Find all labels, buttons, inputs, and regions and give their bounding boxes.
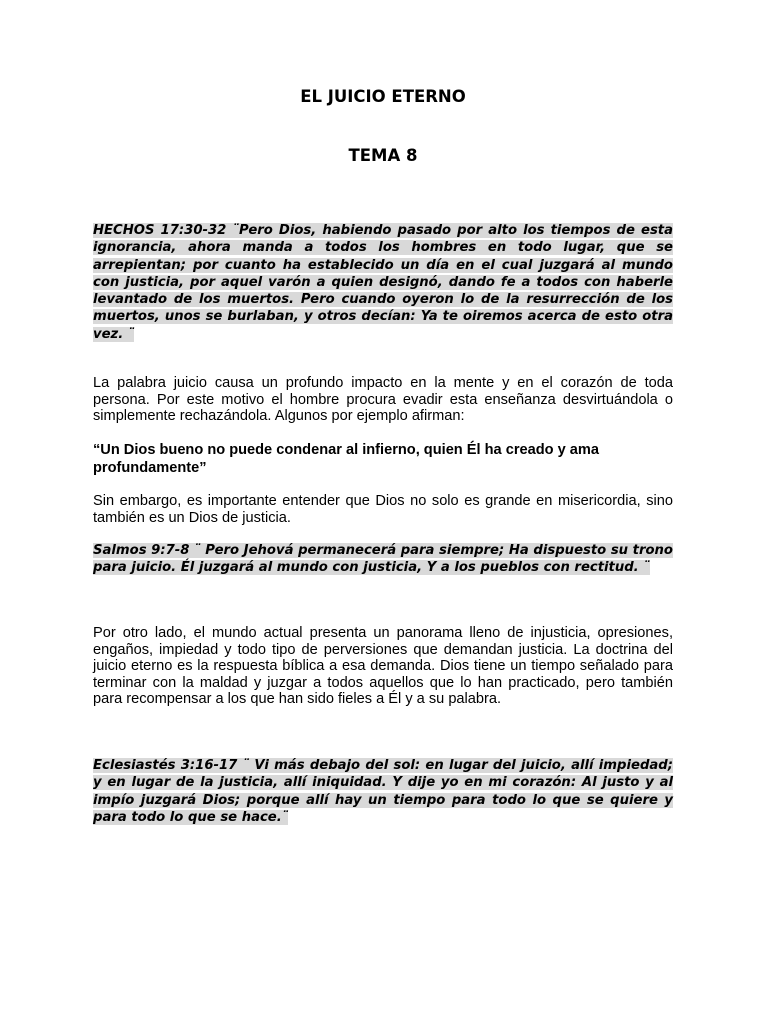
paragraph-world: Por otro lado, el mundo actual presenta un panorama lleno de injusticia, opresiones, engaños, impiedad y todo tipo de perversiones que demandan justicia. La doctrina del juicio eterno es la respuesta bíblica a esa demanda. Dios tiene un tiempo señalado para terminar con la maldad y juzgar a todos aquellos que lo han practicado, pero también para recompensar a los que han sido fieles a Él y a su palabra. [93, 625, 673, 708]
document-subtitle: TEMA 8 [348, 146, 418, 165]
verse-salmos-text: Salmos 9:7-8 ¨ Pero Jehová permanecerá para siempre; Ha dispuesto su trono para juicio. Él juzgará al mundo con justicia, Y a los pueblos con rectitud. ¨ [93, 543, 673, 576]
document-title: EL JUICIO ETERNO [300, 87, 466, 106]
verse-hechos-text: HECHOS 17:30-32 ¨Pero Dios, habiendo pasado por alto los tiempos de esta ignorancia, ahora manda a todos los hombres en todo lugar, que se arrepientan; por cuanto ha establecido un día en el cual juzgará al mundo con justicia, por aquel varón a quien designó, dando fe a todos con haberle levantado de los muertos. Pero cuando oyeron lo de la resurrección de los muertos, unos se burlaban, y otros decían: Ya te oiremos acerca de esto otra vez. ¨ [93, 223, 673, 342]
paragraph-intro: La palabra juicio causa un profundo impacto en la mente y en el corazón de toda persona. Por este motivo el hombre procura evadir esta enseñanza desvirtuándola o simplemente rechazándola. Algunos por ejemplo afirman: [93, 375, 673, 425]
paragraph-justice: Sin embargo, es importante entender que Dios no solo es grande en misericordia, sino también es un Dios de justicia. [93, 493, 673, 526]
verse-eclesiastes-text: Eclesiastés 3:16-17 ¨ Vi más debajo del sol: en lugar del juicio, allí impiedad; y en lugar de la justicia, allí iniquidad. Y dije yo en mi corazón: Al justo y al impío juzgará Dios; porque allí hay un tiempo para todo lo que se quiere y para todo lo que se hace.¨ [93, 758, 673, 825]
verse-eclesiastes [93, 757, 673, 826]
quote-objection: “Un Dios bueno no puede condenar al infierno, quien Él ha creado y ama profundamente” [93, 442, 599, 476]
verse-salmos [93, 542, 673, 577]
verse-hechos [93, 222, 673, 343]
